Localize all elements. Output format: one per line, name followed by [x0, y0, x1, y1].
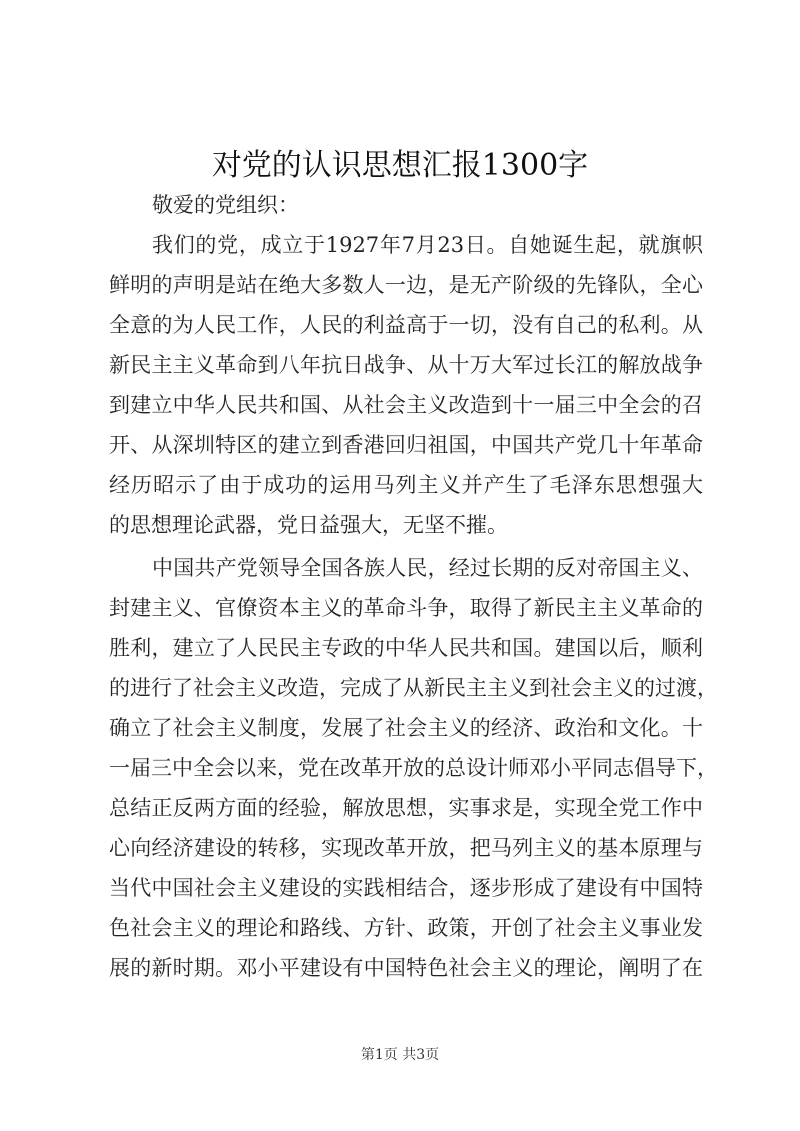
paragraph-line: 色社会主义的理论和路线、方针、政策，开创了社会主义事业发	[109, 916, 703, 940]
paragraph-line: 全意的为人民工作，人民的利益高于一切，没有自己的私利。从	[109, 313, 703, 337]
page-number-footer: 第1页 共3页	[360, 1047, 440, 1063]
paragraph-line: 开、从深圳特区的建立到香港回归祖国，中国共产党几十年革命	[109, 433, 703, 457]
paragraph-line: 总结正反两方面的经验，解放思想，实事求是，实现全党工作中	[109, 796, 703, 820]
paragraph-line: 封建主义、官僚资本主义的革命斗争，取得了新民主主义革命的	[109, 596, 703, 620]
paragraph-line: 经历昭示了由于成功的运用马列主义并产生了毛泽东思想强大	[109, 473, 703, 497]
paragraph-line: 胜利，建立了人民民主专政的中华人民共和国。建国以后，顺利	[109, 636, 703, 660]
paragraph-line: 一届三中全会以来，党在改革开放的总设计师邓小平同志倡导下，	[109, 756, 718, 780]
paragraph-line: 的进行了社会主义改造，完成了从新民主主义到社会主义的过渡，	[109, 676, 718, 700]
paragraph-line: 我们的党，成立于1927年7月23日。自她诞生起，就旗帜	[152, 233, 703, 257]
paragraph-line: 中国共产党领导全国各族人民，经过长期的反对帝国主义、	[152, 556, 703, 580]
paragraph-line: 当代中国社会主义建设的实践相结合，逐步形成了建设有中国特	[109, 876, 703, 900]
paragraph-line: 确立了社会主义制度，发展了社会主义的经济、政治和文化。十	[109, 716, 703, 740]
paragraph-line: 到建立中华人民共和国、从社会主义改造到十一届三中全会的召	[109, 393, 703, 417]
paragraph-line: 心向经济建设的转移，实现改革开放，把马列主义的基本原理与	[109, 836, 703, 860]
paragraph-line: 展的新时期。邓小平建设有中国特色社会主义的理论，阐明了在	[109, 956, 703, 980]
salutation: 敬爱的党组织：	[152, 193, 299, 217]
paragraph-line: 的思想理论武器，党日益强大，无坚不摧。	[109, 513, 508, 537]
paragraph-line: 新民主主义革命到八年抗日战争、从十万大军过长江的解放战争	[109, 353, 703, 377]
document-title: 对党的认识思想汇报1300字	[211, 148, 589, 183]
paragraph-line: 鲜明的声明是站在绝大多数人一边，是无产阶级的先锋队，全心	[109, 273, 703, 297]
